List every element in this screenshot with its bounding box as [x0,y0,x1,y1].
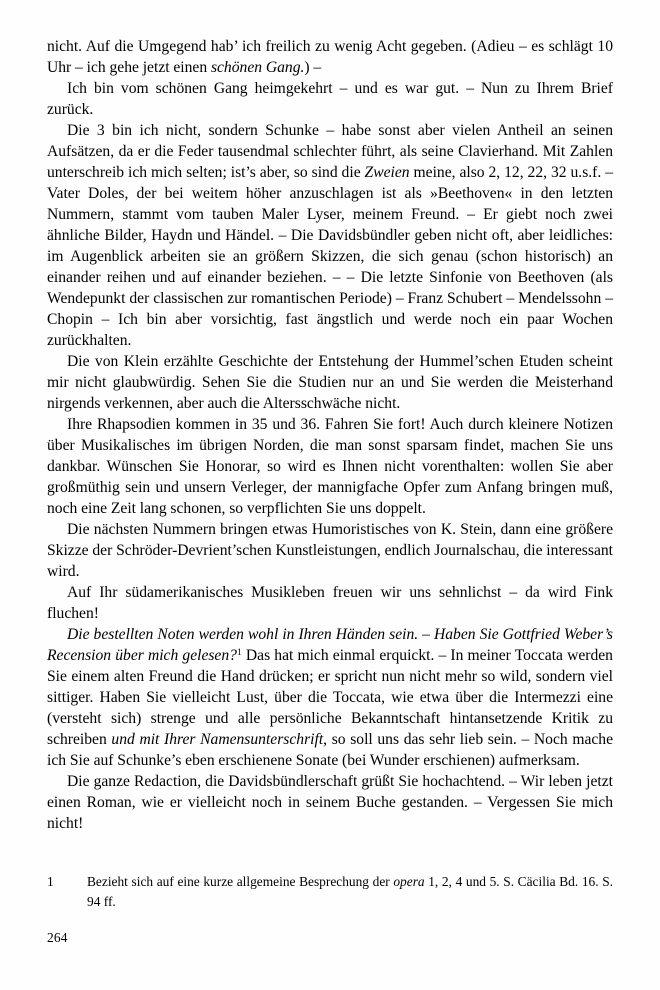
paragraph-text-italic-run: und mit Ihrer Namensunterschrift [111,731,324,748]
paragraph-text-run: Ihre Rhapsodien kommen in 35 und 36. Fahren Sie fort! Auch durch kleinere Notizen über Musikalisches im übrigen Norden, die man sonst sparsam findet, machen Sie uns dankbar. Wünschen Sie Honorar, so wird es Ihnen nicht vorenthalten: wollen Sie aber großmüthig sein und unsern Verleger, der mannigfache Opfer zum Anfang bringen muß, noch eine Zeit lang schonen, so verpflichten Sie uns doppelt. [47,416,613,517]
paragraph-text-run: ) – [304,59,322,76]
footnote-text-run: 1, 2, 4 und 5. S. Cäcilia Bd. 16. S. 94 ff. [87,874,613,909]
paragraph-text-italic-run: Die bestellten Noten werden wohl in Ihren Händen sein. – Haben Sie Gottfried Weber’s Recension über mich gelesen? [47,626,613,664]
footnote-text-italic-run: opera [393,874,425,889]
paragraph-text-run: Ich bin vom schönen Gang heimgekehrt – und es war gut. – Nun zu Ihrem Brief zurück. [47,80,613,118]
footnote-text-run: Bezieht sich auf eine kurze allgemeine Besprechung der [87,874,394,889]
body-paragraph [47,771,613,834]
footnote-area [47,872,613,911]
page-number: 264 [47,930,68,945]
paragraph-text-italic-run: schönen Gang. [210,59,305,76]
paragraph-text-run: nicht. Auf die Umgegend hab’ ich freilich zu wenig Acht gegeben. (Adieu – es schlägt 10 Uhr – ich gehe jetzt einen [47,38,613,76]
body-text-block [47,36,613,834]
footnote-reference-marker[interactable]: 1 [236,647,242,659]
paragraph-text-run: Auf Ihr südamerikanisches Musikleben freuen wir uns sehnlichst – da wird Fink fluchen! [47,584,613,622]
paragraph-text-run: , so soll uns das sehr lieb sein. – Noch mache ich Sie auf Schunke’s eben erschienene Sonate (bei Wunder erschienen) aufmerksam. [47,731,614,769]
footnote [47,872,613,911]
paragraph-text-run: Die nächsten Nummern bringen etwas Humoristisches von K. Stein, dann eine größere Skizze der Schröder-Devrient’schen Kunstleistungen, endlich Journalschau, die interessant wird. [47,521,613,580]
body-paragraph [47,36,613,78]
paragraph-text-run: Das hat mich einmal erquickt. – In meiner Toccata werden Sie einem alten Freund die Hand drücken; er spricht nun nicht mehr so wild, sondern viel sittiger. Haben Sie vielleicht Lust, über die Toccata, wie etwa über die Intermezzi eine (versteht sich) strenge und alle persönliche Bekanntschaft hintansetzende Kritik zu schreiben [47,647,613,748]
body-paragraph [47,351,613,414]
paragraph-text-run: Die von Klein erzählte Geschichte der Entstehung der Hummel’schen Etuden scheint mir nicht glaubwürdig. Sehen Sie die Studien nur an und Sie werden die Meisterhand nirgends verkennen, aber auch die Altersschwäche nicht. [47,353,613,412]
body-paragraph [47,519,613,582]
body-paragraph [47,78,613,120]
body-paragraph [47,582,613,624]
paragraph-text-italic-run: Zweien [364,164,410,181]
body-paragraph [47,120,613,351]
body-paragraph [47,624,613,771]
paragraph-text-run: meine, also 2, 12, 22, 32 u.s.f. – Vater Doles, der bei weitem höher anzuschlagen ist als »Beethoven« in den letzten Nummern, stammt vom tauben Maler Lyser, meinem Freund. – Er giebt noch zwei ähnliche Bilder, Haydn und Händel. – Die Davidsbündler geben nicht oft, aber leidliches: im Augenblick arbeiten sie an größern Skizzen, die sich genau (schon historisch) an einander reihen und auf einander beziehen. – – Die letzte Sinfonie von Beethoven (als Wendepunkt der classischen zur romantischen Periode) – Franz Schubert – Mendelssohn – Chopin – Ich bin aber vorsichtig, fast ängstlich und werde noch ein paar Wochen zurückhalten. [47,164,613,349]
paragraph-text-run: Die 3 bin ich nicht, sondern Schunke – habe sonst aber vielen Antheil an seinen Aufsätzen, da er die Feder tausendmal schlechter führt, als seine Clavierhand. Mit Zahlen unterschreib ich mich selten; ist’s aber, so sind die [47,122,613,181]
footnote-text [87,874,613,909]
body-paragraph [47,414,613,519]
footnote-number: 1 [47,874,54,889]
paragraph-text-run: Die ganze Redaction, die Davidsbündlerschaft grüßt Sie hochachtend. – Wir leben jetzt einen Roman, wie er vielleicht noch in seinem Buche gestanden. – Vergessen Sie mich nicht! [47,773,613,832]
